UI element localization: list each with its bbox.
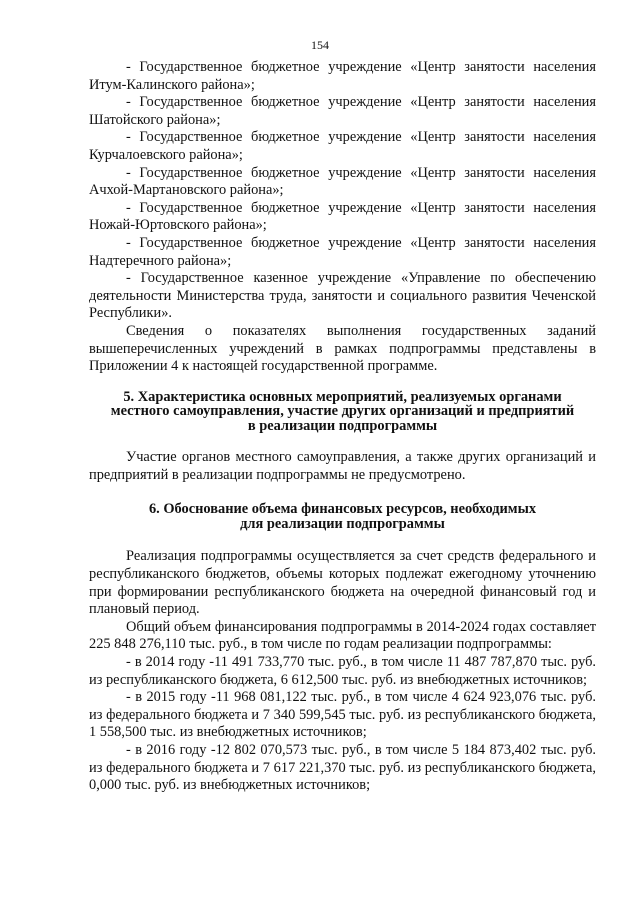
section-6-paragraph: Реализация подпрограммы осуществляется за счет средств федерального и республиканского бюджетов, объемы которых подлежат ежегодному уточнению при формировании республиканского бюджета на очередной финансовый год и плановый период. — [89, 548, 596, 618]
paragraph-info: Сведения о показателях выполнения государственных заданий вышеперечисленных учреждений в рамках подпрограммы представлены в Приложении 4 к настоящей государственной программе. — [89, 322, 596, 375]
list-item: - Государственное бюджетное учреждение «Центр занятости населения Курчалоевского района»; — [89, 129, 596, 163]
list-item: - Государственное бюджетное учреждение «Центр занятости населения Ачхой-Мартановского района»; — [89, 164, 596, 199]
section-6-heading-line: для реализации подпрограммы — [240, 515, 445, 532]
section-6-heading — [89, 502, 596, 531]
section-5-heading-line: в реализации подпрограммы — [247, 417, 438, 434]
section-5-text: Участие органов местного самоуправления, а также других организаций и предприятий в реализации подпрограммы не предусмотрено. — [89, 449, 596, 483]
section-5-heading — [89, 390, 596, 434]
section-6-heading-line: 6. Обоснование объема финансовых ресурсов, необходимых — [148, 501, 537, 518]
year-item: - в 2015 году -11 968 081,122 тыс. руб., в том числе 4 624 923,076 тыс. руб. из федерального бюджета и 7 340 599,545 тыс. руб. из республиканского бюджета, 1 558,500 тыс. из внебюджетных источников; — [89, 689, 596, 741]
section-6-paragraph: Общий объем финансирования подпрограммы в 2014-2024 годах составляет 225 848 276,110 тыс. руб., в том числе по годам реализации подпрограммы: — [89, 618, 596, 653]
section-5-heading-line: местного самоуправления, участие других организаций и предприятий — [110, 403, 575, 420]
list-item: - Государственное бюджетное учреждение «Центр занятости населения Надтеречного района»; — [89, 234, 596, 269]
list-item: - Государственное казенное учреждение «Управление по обеспечению деятельности Министерства труда, занятости и социального развития Чеченской Республики». — [89, 270, 596, 322]
list-item: - Государственное бюджетное учреждение «Центр занятости населения Ножай-Юртовского района»; — [89, 199, 596, 234]
section-5-heading-line: 5. Характеристика основных мероприятий, реализуемых органами — [123, 388, 562, 405]
year-item: - в 2016 году -12 802 070,573 тыс. руб., в том числе 5 184 873,402 тыс. руб. из федерального бюджета и 7 617 221,370 тыс. руб. из республиканского бюджета, 0,000 тыс. руб. из внебюджетных источников; — [89, 741, 596, 794]
year-item: - в 2014 году -11 491 733,770 тыс. руб., в том числе 11 487 787,870 тыс. руб. из республиканского бюджета, 6 612,500 тыс. руб. из внебюджетных источников; — [89, 653, 596, 688]
list-item: - Государственное бюджетное учреждение «Центр занятости населения Итум-Калинского района»; — [89, 59, 596, 93]
page-number: 154 — [311, 38, 329, 52]
page-body — [89, 59, 596, 795]
list-item: - Государственное бюджетное учреждение «Центр занятости населения Шатойского района»; — [89, 94, 596, 128]
